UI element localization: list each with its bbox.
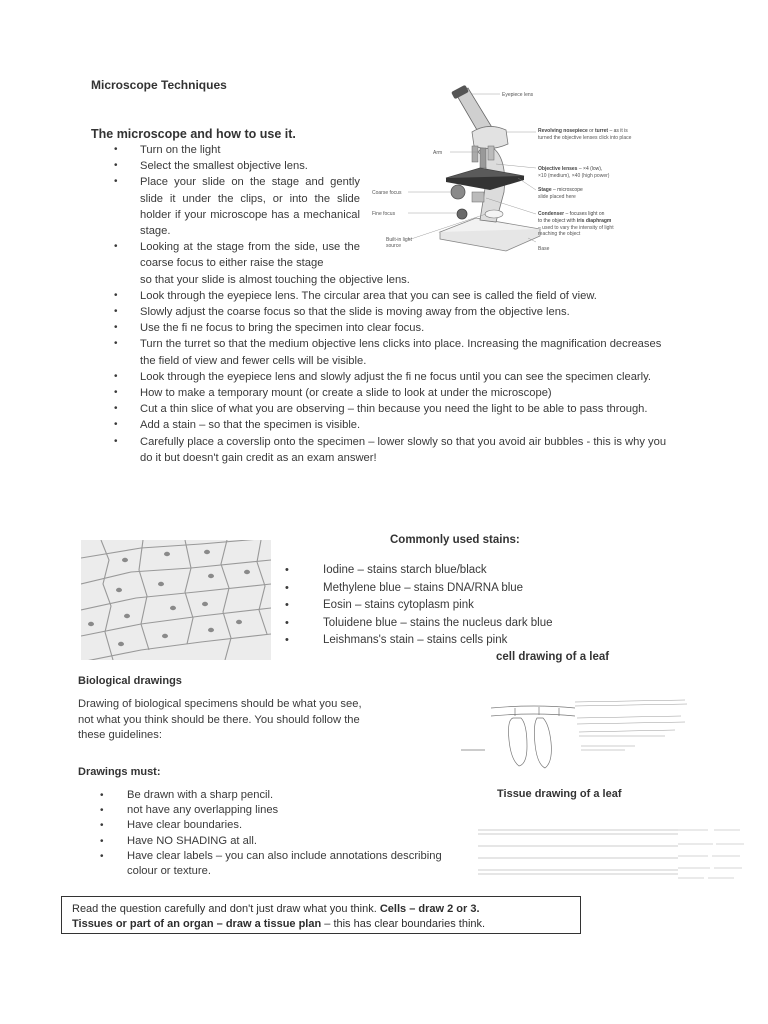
stains-heading: Commonly used stains: [390,534,520,546]
label-objective: Objective lenses [538,166,578,172]
label-nosepiece: Revolving nosepiece [538,128,588,134]
label-stage: Stage [538,187,552,193]
svg-text:source: source [386,243,402,249]
note-cells: Cells – draw 2 or 3. [379,903,480,915]
steps-list [108,142,668,466]
svg-text:reaching the object: reaching the object [538,231,581,237]
label-fine: Fine focus [372,211,396,217]
svg-text:×10 (medium), ×40 (high power): ×10 (medium), ×40 (high power) [538,173,610,179]
page-title: Microscope Techniques [91,78,227,92]
stain-item: • Methylene blue – stains DNA/RNA blue [285,580,553,598]
step-item: • Place your slide on the stage and gently slide it under the clips, or into the slide holder if your microscope has a mechanical stage. [108,174,360,239]
must-item: • Have clear labels – you can also include annotations describing colour or texture. [100,849,460,879]
svg-text:Condenser – focuses light: Condenser – focuses light on [538,211,605,217]
label-arm: Arm [433,150,443,156]
label-coarse: Coarse focus [372,190,402,196]
step-item: • Looking at the stage from the side, use the coarse focus to either raise the stage [108,239,360,271]
step-item: • Look through the eyepiece lens. The circular area that you can see is called the field of view. [108,288,668,304]
svg-text:Stage – microscope: Stage – microscope [538,187,583,193]
step-item: • Turn the turret so that the medium objective lens clicks into place. Increasing the magnification decreases the field of view and fewer cells will be visible. [108,336,668,368]
exam-note-box: Read the question carefully and don't just draw what you think. Cells – draw 2 or 3. Tissues or part of an organ – draw a tissue plan – this has clear boundaries think. [61,896,581,934]
svg-text:– used to vary the intensity o: – used to vary the intensity of light [538,225,614,231]
step-item: • Cut a thin slice of what you are observing – thin because you need the light to be able to pass through. [108,401,668,417]
bio-heading: Biological drawings [78,675,182,687]
step-item: • Add a stain – so that the specimen is visible. [108,417,668,433]
leaf-cell-heading: cell drawing of a leaf [496,651,610,663]
stains-list [285,562,553,650]
svg-text:Revolving nosepiece or: Revolving nosepiece or turret – as it is [538,128,628,134]
leaf-cell-drawing [455,690,695,775]
stain-item: • Eosin – stains cytoplasm pink [285,597,553,615]
must-item: • Be drawn with a sharp pencil. [100,788,460,803]
bio-text: Drawing of biological specimens should be what you see, not what you think should be there. You should follow the these guidelines: [78,698,362,741]
must-list [100,788,460,879]
svg-text:to the object with iris di: to the object with iris diaphragm [538,218,612,224]
stain-item: • Leishmans's stain – stains cells pink [285,632,553,650]
step-item: • Use the fi ne focus to bring the specimen into clear focus. [108,320,668,336]
label-condenser: Condenser [538,211,565,217]
label-base: Base [538,246,550,252]
stain-item: • Toluidene blue – stains the nucleus dark blue [285,615,553,633]
onion-cells-micrograph [81,540,271,660]
must-heading: Drawings must: [78,766,161,778]
section-heading: The microscope and how to use it. [91,127,296,141]
step-item: • Slowly adjust the coarse focus so that the slide is moving away from the objective lens. [108,304,668,320]
must-item: • Have NO SHADING at all. [100,834,460,849]
step-item: • How to make a temporary mount (or create a slide to look at under the microscope) [108,385,668,401]
step-item: • Turn on the light [108,142,668,158]
stain-item: • Iodine – stains starch blue/black [285,562,553,580]
step-item: • Carefully place a coverslip onto the specimen – lower slowly so that you avoid air bubbles - this is why you do it but doesn't gain credit as an exam answer! [108,434,668,466]
note-tissues: Tissues or part of an organ – draw a tissue plan [72,918,322,930]
step-continuation: so that your slide is almost touching the objective lens. [140,273,410,286]
svg-text:Objective lenses – ×4 (low: Objective lenses – ×4 (low), [538,166,603,172]
tissue-heading: Tissue drawing of a leaf [497,788,622,800]
step-item: • Look through the eyepiece lens and slowly adjust the fi ne focus until you can see the specimen clearly. [108,369,668,385]
step-item: • Select the smallest objective lens. [108,158,668,174]
must-item: • Have clear boundaries. [100,818,460,833]
must-item: • not have any overlapping lines [100,803,460,818]
tissue-drawing [478,826,748,882]
label-bulb: Built-in light [386,237,412,243]
label-eyepiece: Eyepiece lens [502,92,534,98]
svg-text:turned the objective lenses cl: turned the objective lenses click into place [538,135,632,141]
svg-text:slide placed here: slide placed here [538,194,576,200]
